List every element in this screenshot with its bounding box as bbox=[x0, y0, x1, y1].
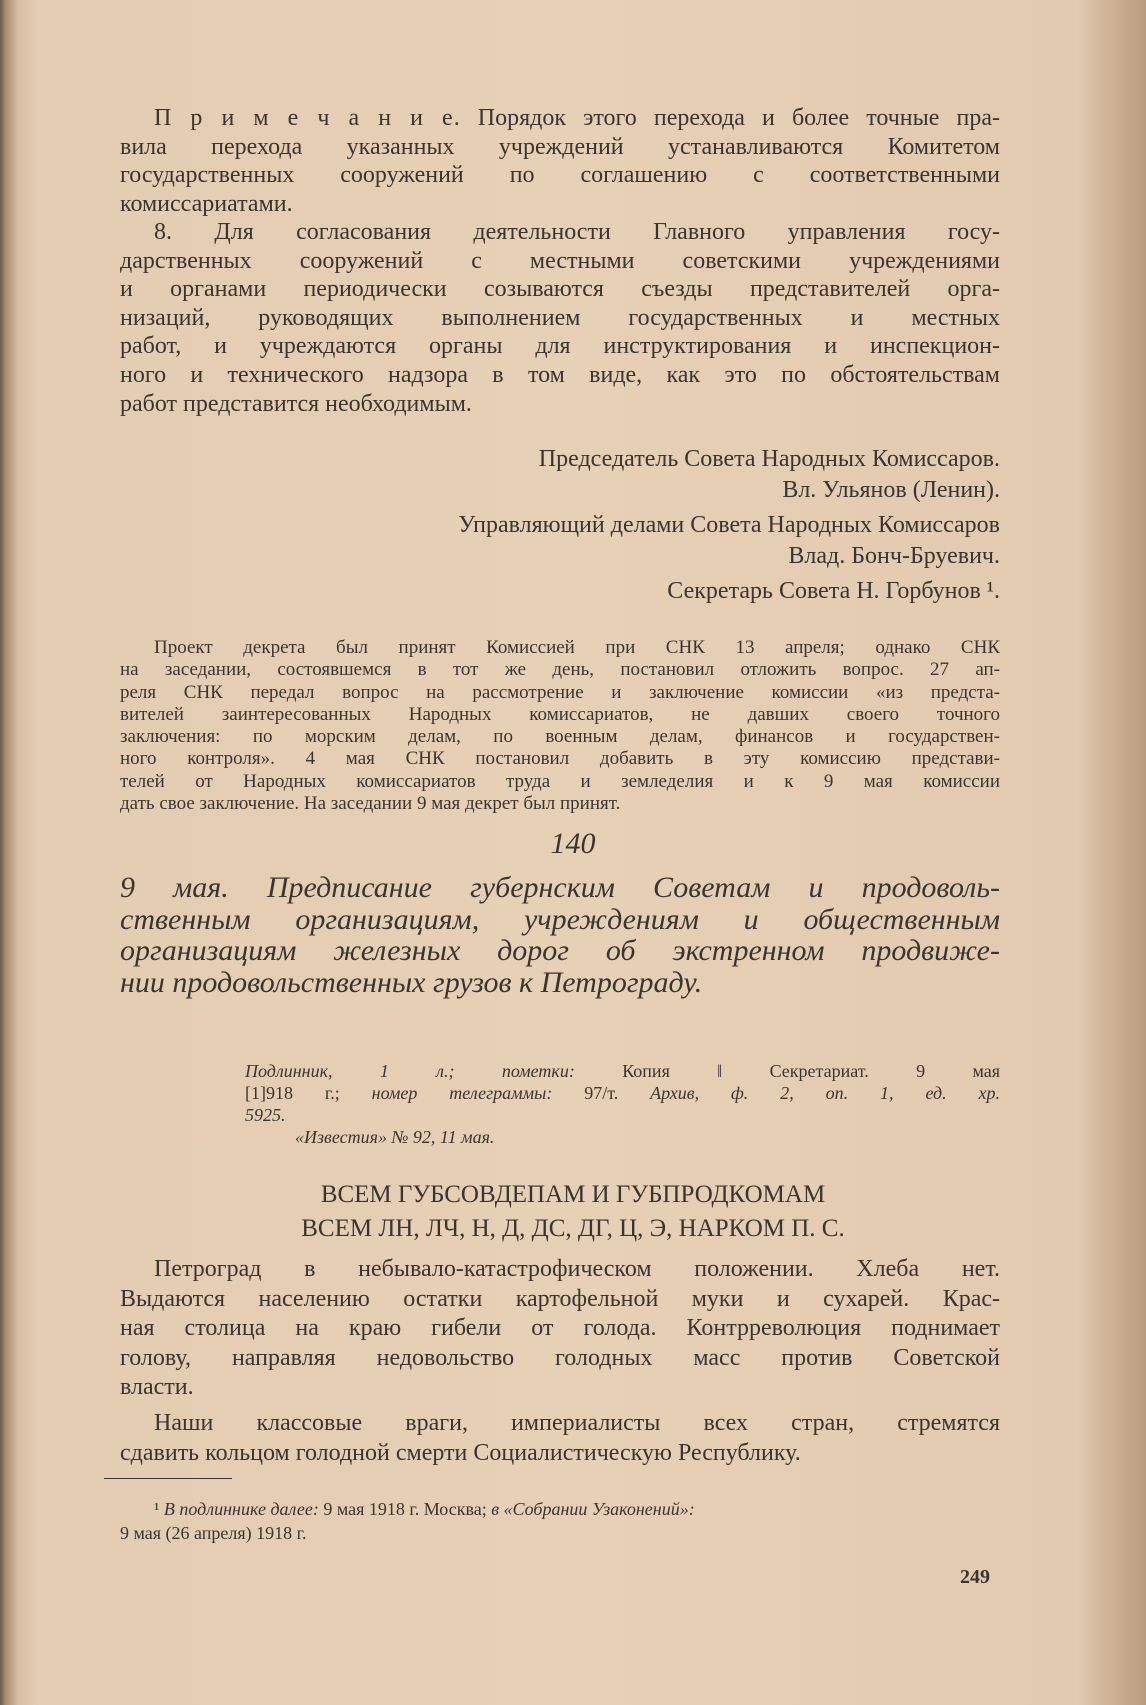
text-span: Порядок этого перехода и более точные пра- bbox=[460, 105, 1000, 131]
signature-line: Секретарь Совета Н. Горбунов ¹. bbox=[667, 578, 1000, 604]
text-span: 5925. bbox=[245, 1105, 286, 1125]
signature-line: Управляющий делами Совета Народных Комиссаров bbox=[458, 512, 1000, 538]
text-line: Выдаются населению остатки картофельной муки и сухарей. Крас- bbox=[120, 1285, 1000, 1312]
text-line: власти. bbox=[120, 1374, 194, 1400]
text-line bbox=[120, 104, 1000, 133]
text-span: [1]918 г.; bbox=[245, 1083, 372, 1103]
text-line: Петроград в небывало-катастрофическом положении. Хлеба нет. bbox=[154, 1256, 1000, 1282]
text-line: 9 мая (26 апреля) 1918 г. bbox=[120, 1523, 307, 1543]
text-line: комиссариатами. bbox=[120, 190, 293, 217]
text-span: в «Собрании Узаконений»: bbox=[491, 1499, 695, 1519]
body-paragraph-1 bbox=[120, 1255, 1000, 1403]
text-line: дарственных сооружений с местными советскими учреждениями bbox=[120, 247, 1000, 274]
signatures bbox=[458, 444, 1000, 607]
text-span: ¹ bbox=[154, 1499, 164, 1519]
text-line: Проект декрета был принят Комиссией при СНК 13 апреля; однако СНК bbox=[154, 637, 1000, 658]
editorial-note bbox=[120, 637, 1000, 815]
text-line: дать свое заключение. На заседании 9 мая декрет был принят. bbox=[120, 793, 621, 815]
signature-line: Вл. Ульянов (Ленин). bbox=[782, 477, 1000, 503]
text-line bbox=[245, 1126, 1000, 1148]
text-line: телей от Народных комиссариатов труда и земледелия и к 9 мая комиссии bbox=[120, 770, 1000, 792]
text-line: нии продовольственных грузов к Петрограду. bbox=[120, 965, 703, 999]
text-span: Подлинник, 1 л.; пометки: bbox=[245, 1061, 575, 1081]
text-line: организациям железных дорог об экстренном продвиже- bbox=[120, 934, 1000, 967]
text-line: сдавить кольцом голодной смерти Социалистическую Республику. bbox=[120, 1439, 801, 1466]
text-span: 9 мая 1918 г. Москва; bbox=[318, 1499, 492, 1519]
signature-line: Председатель Совета Народных Комиссаров. bbox=[538, 446, 1000, 472]
text-line bbox=[245, 1060, 1000, 1082]
text-line: на заседании, состоявшемся в тот же день, постановил отложить вопрос. 27 ап- bbox=[120, 659, 1000, 681]
text-line: ная столица на краю гибели от голода. Контрреволюция поднимает bbox=[120, 1315, 1000, 1341]
paragraph-8 bbox=[120, 218, 1000, 418]
text-span: В подлиннике далее: bbox=[163, 1499, 319, 1519]
document-title bbox=[120, 872, 1000, 998]
text-line: вителей заинтересованных Народных комиссариатов, не давших своего точного bbox=[120, 703, 1000, 725]
text-span: 97/т. bbox=[552, 1083, 651, 1103]
text-line: Наши классовые враги, империалисты всех стран, стремятся bbox=[154, 1410, 1000, 1436]
text-line: 9 мая. Предписание губернским Советам и продоволь- bbox=[120, 871, 1000, 904]
text-line bbox=[245, 1082, 1000, 1104]
text-line: 8. Для согласования деятельности Главного управления госу- bbox=[154, 219, 1000, 245]
text-line: заключения: по морским делам, по военным делам, финансов и государствен- bbox=[120, 726, 1000, 748]
source-reference bbox=[245, 1060, 1000, 1148]
signature-line: Влад. Бонч-Бруевич. bbox=[788, 543, 1000, 569]
text-line: работ, и учреждаются органы для инструктирования и инспекцион- bbox=[120, 333, 1000, 360]
text-span: номер телеграммы: bbox=[371, 1083, 553, 1103]
heading-line: ВСЕМ ЛН, ЛЧ, Н, Д, ДС, ДГ, Ц, Э, НАРКОМ П. С. bbox=[301, 1215, 845, 1242]
text-line bbox=[245, 1104, 1000, 1126]
text-line: голову, направляя недовольство голодных масс против Советской bbox=[120, 1344, 1000, 1371]
page-number: 249 bbox=[960, 1566, 990, 1588]
footnote-rule bbox=[104, 1478, 232, 1479]
telegram-headings bbox=[0, 1178, 1146, 1246]
heading-line: ВСЕМ ГУБСОВДЕПАМ И ГУБПРОДКОМАМ bbox=[320, 1181, 826, 1208]
text-line: реля СНК передал вопрос на рассмотрение и заключение комиссии «из предста- bbox=[120, 681, 1000, 703]
text-line: государственных сооружений по соглашению с соответственными bbox=[120, 162, 1000, 189]
note-lead: П р и м е ч а н и е. bbox=[154, 105, 461, 131]
text-line: ного и технического надзора в том виде, как это по обстоятельствам bbox=[120, 361, 1000, 388]
body-paragraph-2 bbox=[120, 1409, 1000, 1468]
text-line: и органами периодически созываются съезды представителей орга- bbox=[120, 276, 1000, 303]
note-paragraph bbox=[120, 104, 1000, 218]
text-span: «Известия» № 92, 11 мая. bbox=[295, 1127, 495, 1147]
text-line: вила перехода указанных учреждений устанавливаются Комитетом bbox=[120, 133, 1000, 160]
text-span: Копия ‖ Секретариат. 9 мая bbox=[574, 1061, 1000, 1081]
text-line: ственным организациям, учреждениям и общественным bbox=[120, 902, 1000, 936]
document-number: 140 bbox=[550, 827, 596, 860]
text-line bbox=[120, 1497, 1000, 1521]
footnote bbox=[120, 1497, 1000, 1545]
text-line: низаций, руководящих выполнением государственных и местных bbox=[120, 304, 1000, 331]
text-line: работ представится необходимым. bbox=[120, 390, 472, 417]
text-line: ного контроля». 4 мая СНК постановил добавить в эту комиссию представи- bbox=[120, 748, 1000, 770]
text-span: Архив, ф. 2, оп. 1, ед. хр. bbox=[650, 1083, 1001, 1103]
